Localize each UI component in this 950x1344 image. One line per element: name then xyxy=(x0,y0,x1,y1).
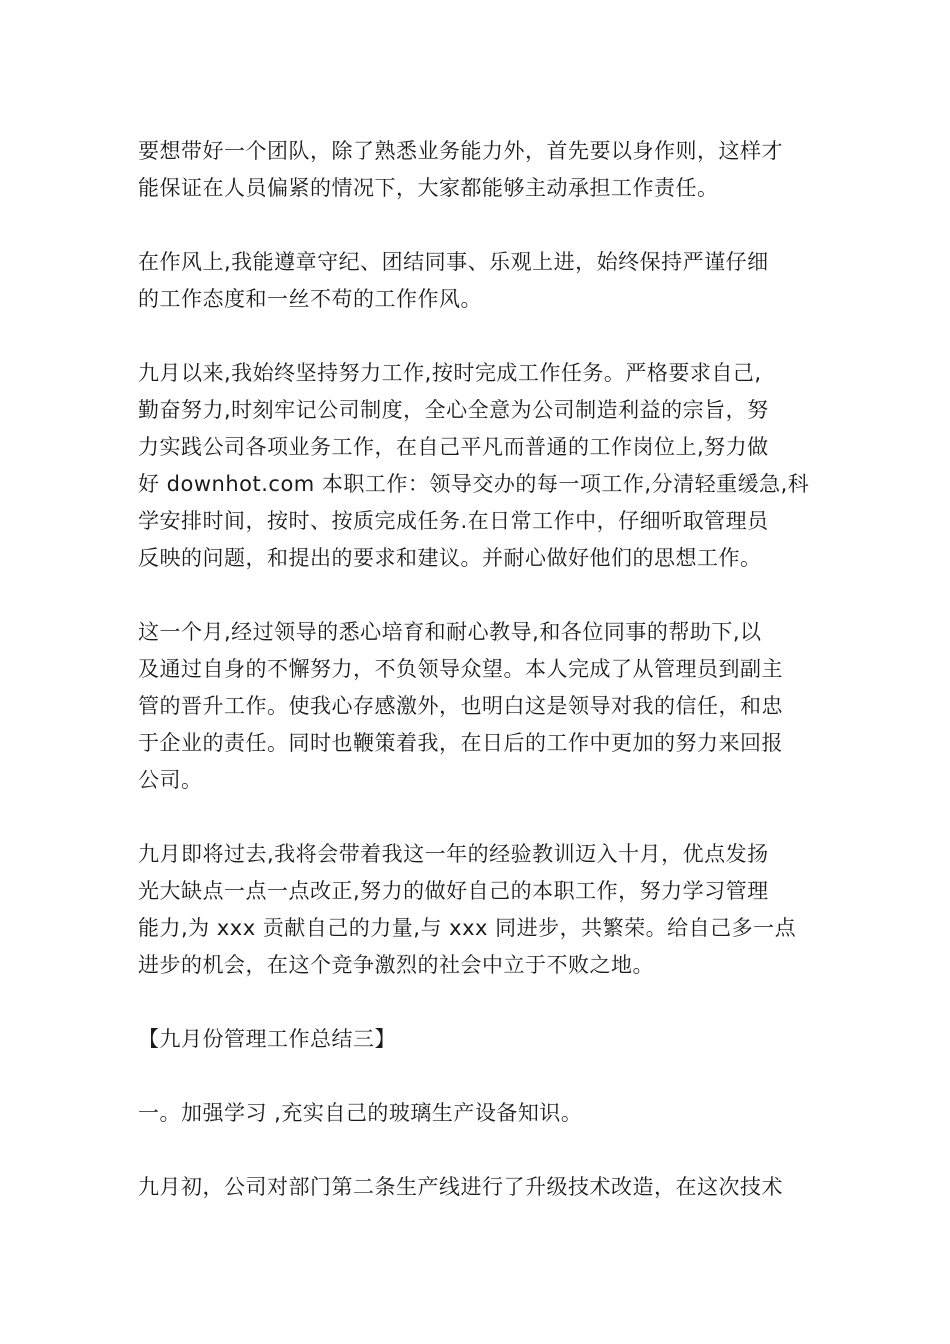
section-heading xyxy=(138,1021,818,1058)
text-line: 光大缺点一点一点改正,努力的做好自己的本职工作，努力学习管理 xyxy=(138,879,769,903)
text-line: 反映的问题，和提出的要求和建议。并耐心做好他们的思想工作。 xyxy=(138,546,762,570)
text-line: 这一个月,经过领导的悉心培育和耐心教导,和各位同事的帮助下,以 xyxy=(138,620,762,644)
text-line: 力实践公司各项业务工作，在自己平凡而普通的工作岗位上,努力做 xyxy=(138,435,769,459)
paragraph-september-ending xyxy=(138,836,818,984)
text-line: 管的晋升工作。使我心存感激外，也明白这是领导对我的信任，和忠 xyxy=(138,694,783,718)
text-line: 要想带好一个团队，除了熟悉业务能力外，首先要以身作则，这样才 xyxy=(138,139,783,163)
text-line: 在作风上,我能遵章守纪、团结同事、乐观上进，始终保持严谨仔细 xyxy=(138,250,769,274)
text-line: 于企业的责任。同时也鞭策着我，在日后的工作中更加的努力来回报 xyxy=(138,731,783,755)
text-line: 能力,为 xxx 贡献自己的力量,与 xxx 同进步，共繁荣。给自己多一点 xyxy=(138,916,797,940)
subsection-heading xyxy=(138,1095,818,1132)
text-line: 进步的机会，在这个竞争激烈的社会中立于不败之地。 xyxy=(138,953,654,977)
paragraph-leading-team xyxy=(138,133,818,207)
paragraph-since-september xyxy=(138,355,818,577)
text-line: 九月以来,我始终坚持努力工作,按时完成工作任务。严格要求自己, xyxy=(138,361,762,385)
heading-line: 【九月份管理工作总结三】 xyxy=(138,1027,396,1051)
text-line: 九月初，公司对部门第二条生产线进行了升级技术改造，在这次技术 xyxy=(138,1175,783,1199)
paragraph-early-september xyxy=(138,1169,818,1206)
text-line: 勤奋努力,时刻牢记公司制度，全心全意为公司制造利益的宗旨，努 xyxy=(138,398,769,422)
paragraph-this-month xyxy=(138,614,818,799)
subheading-line: 一。加强学习 ,充实自己的玻璃生产设备知识。 xyxy=(138,1101,583,1125)
text-line: 学安排时间，按时、按质完成任务.在日常工作中，仔细听取管理员 xyxy=(138,509,769,533)
text-line: 及通过自身的不懈努力，不负领导众望。本人完成了从管理员到副主 xyxy=(138,657,783,681)
text-line: 的工作态度和一丝不苟的工作作风。 xyxy=(138,287,482,311)
text-line: 公司。 xyxy=(138,768,203,792)
text-line: 好 downhot.com 本职工作：领导交办的每一项工作,分清轻重缓急,科 xyxy=(138,472,810,496)
document-body xyxy=(138,133,818,1243)
text-line: 九月即将过去,我将会带着我这一年的经验教训迈入十月，优点发扬 xyxy=(138,842,769,866)
paragraph-work-style xyxy=(138,244,818,318)
text-line: 能保证在人员偏紧的情况下，大家都能够主动承担工作责任。 xyxy=(138,176,719,200)
